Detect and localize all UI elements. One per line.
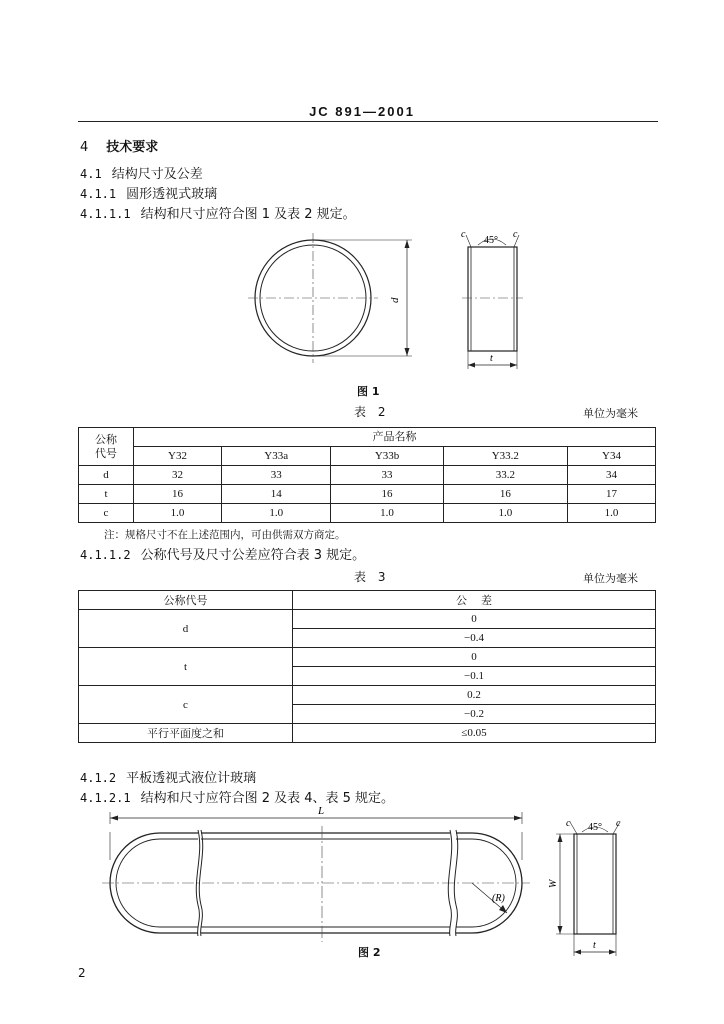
side-view-body — [574, 834, 616, 934]
table-cell: 1.0 — [331, 504, 443, 523]
section-number: 4 — [80, 140, 89, 155]
table-cell: 16 — [134, 485, 222, 504]
dim-L-label: L — [318, 805, 325, 817]
table-3 — [78, 590, 656, 743]
tolerance-upper: 0 — [293, 610, 656, 629]
page-number: 2 — [78, 966, 86, 980]
table-cell: 33 — [221, 466, 330, 485]
clause-number: 4.1.1.1 — [80, 207, 131, 221]
table-2-col-header: Y34 — [568, 447, 656, 466]
tolerance-upper: 0 — [293, 648, 656, 667]
clause-4-1 — [80, 163, 203, 182]
tolerance-lower: −0.2 — [293, 705, 656, 724]
table-cell: 1.0 — [221, 504, 330, 523]
clause-text: 公称代号及尺寸公差应符合表 3 规定。 — [140, 548, 366, 563]
table-row — [79, 648, 656, 667]
table-2-unit: 单位为毫米 — [583, 407, 638, 420]
angle-label: 45° — [484, 235, 498, 246]
table-cell: 17 — [568, 485, 656, 504]
header-rule — [78, 121, 658, 122]
tolerance-lower: −0.4 — [293, 629, 656, 648]
figure-1-drawing — [240, 225, 540, 375]
table-3-row-code: 平行平面度之和 — [79, 724, 293, 743]
table-row — [79, 504, 656, 523]
table-3-row-code: t — [79, 648, 293, 686]
table-2-row-code: d — [79, 466, 134, 485]
table-cell: 1.0 — [134, 504, 222, 523]
table-2-col-header: Y33b — [331, 447, 443, 466]
clause-number: 4.1.1.2 — [80, 548, 131, 562]
table-2-col-header: Y33a — [221, 447, 330, 466]
figure-2-drawing — [100, 800, 640, 960]
chamfer-c-left: c — [566, 818, 571, 829]
section-heading — [80, 136, 158, 155]
clause-text: 结构和尺寸应符合图 1 及表 2 规定。 — [140, 207, 356, 222]
table-cell: 33 — [331, 466, 443, 485]
table-2 — [78, 427, 656, 523]
table-row — [79, 610, 656, 629]
table-2-note: 注：规格尺寸不在上述范围内，可由供需双方商定。 — [104, 529, 346, 541]
table-2-row-code: t — [79, 485, 134, 504]
clause-text: 结构和尺寸应符合图 2 及表 4、表 5 规定。 — [140, 791, 395, 806]
table-3-header-tolerance: 公 差 — [293, 591, 656, 610]
radius-label: (R) — [492, 893, 505, 904]
dim-d-label: d — [389, 297, 401, 303]
clause-4-1-2 — [80, 767, 256, 786]
table-3-row-code: d — [79, 610, 293, 648]
clause-number: 4.1.2.1 — [80, 791, 131, 805]
section-title: 技术要求 — [106, 140, 159, 155]
table-2-col-header: Y32 — [134, 447, 222, 466]
table-3-row-code: c — [79, 686, 293, 724]
clause-number: 4.1.2 — [80, 771, 117, 785]
table-3-caption: 表 3 — [354, 570, 390, 584]
table-row — [79, 485, 656, 504]
angle-label: 45° — [588, 822, 602, 833]
clause-4-1-1-1 — [80, 203, 356, 222]
chamfer-c-left: c — [461, 229, 466, 240]
table-cell: 16 — [331, 485, 443, 504]
table-cell: 32 — [134, 466, 222, 485]
table-3-header-code: 公称代号 — [79, 591, 293, 610]
dim-t-label: t — [490, 353, 493, 364]
dim-W-label: W — [548, 879, 559, 888]
table-2-row-code: c — [79, 504, 134, 523]
table-2-caption: 表 2 — [354, 405, 390, 419]
table-2-col-header: Y33.2 — [443, 447, 567, 466]
clause-4-1-1 — [80, 183, 217, 202]
tolerance-lower: −0.1 — [293, 667, 656, 686]
table-3-unit: 单位为毫米 — [583, 572, 638, 585]
table-cell: ≤0.05 — [293, 724, 656, 743]
chamfer-c-right: c — [616, 818, 621, 829]
chamfer-c-right: c — [513, 229, 518, 240]
side-view-body — [468, 247, 517, 351]
figure-1-caption: 图 1 — [357, 385, 380, 398]
table-row — [79, 686, 656, 705]
table-row — [79, 466, 656, 485]
table-cell: 34 — [568, 466, 656, 485]
clause-4-1-1-2 — [80, 544, 365, 563]
table-cell: 14 — [221, 485, 330, 504]
clause-number: 4.1 — [80, 167, 102, 181]
clause-number: 4.1.1 — [80, 187, 117, 201]
dim-t-label: t — [593, 940, 596, 951]
table-cell: 33.2 — [443, 466, 567, 485]
table-cell: 1.0 — [568, 504, 656, 523]
table-2-corner-header: 公称 代号 — [79, 428, 134, 466]
table-row — [79, 724, 656, 743]
table-2-group-header: 产品名称 — [134, 428, 656, 447]
clause-text: 结构尺寸及公差 — [111, 167, 203, 182]
clause-text: 平板透视式液位计玻璃 — [126, 771, 257, 786]
table-cell: 16 — [443, 485, 567, 504]
standard-header: JC 891—2001 — [309, 104, 415, 119]
table-cell: 1.0 — [443, 504, 567, 523]
tolerance-upper: 0.2 — [293, 686, 656, 705]
figure-2-caption: 图 2 — [358, 946, 381, 959]
clause-text: 圆形透视式玻璃 — [126, 187, 218, 202]
